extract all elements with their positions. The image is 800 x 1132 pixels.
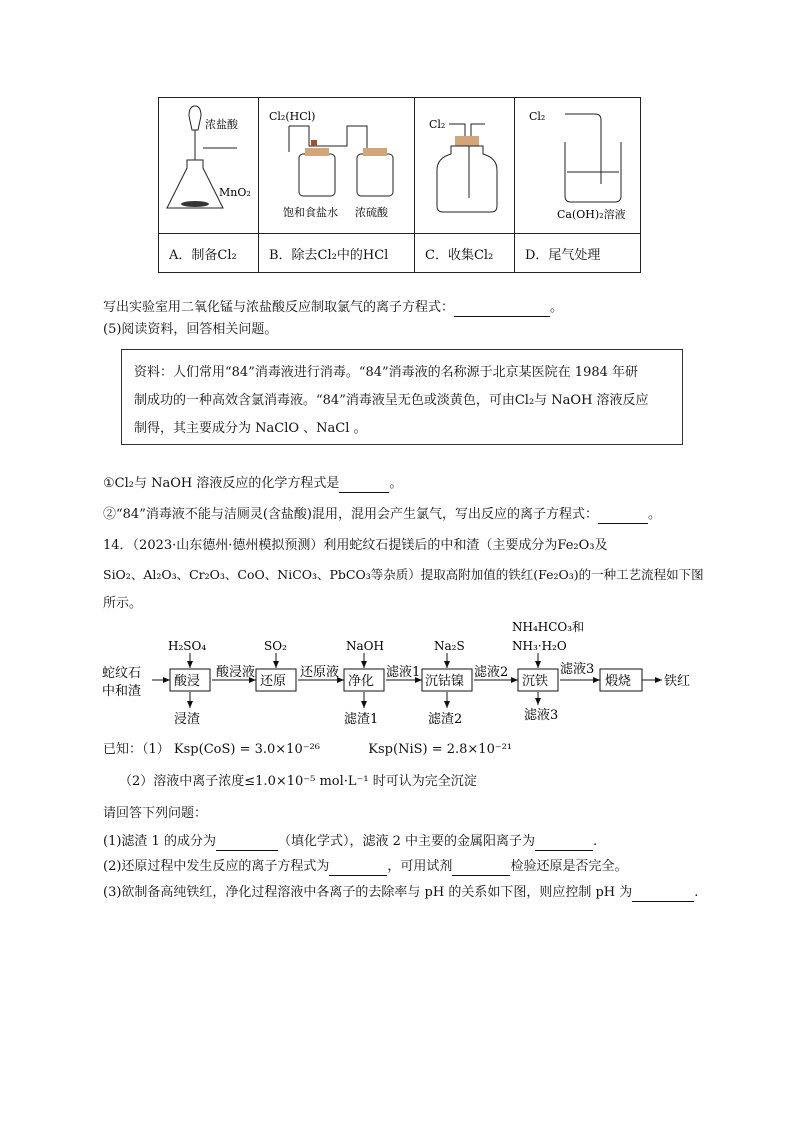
flow-box-calcine-label: 煅烧 (605, 674, 632, 689)
residue-3: 滤渣2 (428, 712, 463, 727)
flow-start-2: 中和渣 (102, 684, 142, 699)
apparatus-b-figure (259, 98, 415, 234)
question-5-2 (103, 506, 661, 524)
flow-box-reduce-label: 还原 (260, 674, 287, 689)
process-flow-diagram (100, 615, 700, 730)
sub-question-1-part-a: (1)滤渣 1 的成分为 (103, 834, 216, 849)
period: . (593, 834, 598, 849)
question-5-1 (103, 475, 402, 493)
sub-question-2-part-a: (2)还原过程中发生反应的离子方程式为 (103, 859, 330, 874)
residue-2: 滤渣1 (344, 712, 379, 727)
sub-question-1 (103, 833, 597, 851)
answer-blank[interactable] (632, 888, 694, 902)
material-line-1: 资料：人们常用“84”消毒液进行消毒。“84”消毒液的名称源于北京某医院在 1984 年研 (134, 365, 639, 380)
material-line-2: 制成功的一种高效含氯消毒液。“84”消毒液呈无色或淡黄色，可由Cl₂与 NaOH 溶液反应 (134, 393, 649, 408)
sub-question-2-part-c: 检验还原是否完全。 (510, 859, 628, 874)
period: . (694, 885, 699, 900)
period: 。 (647, 507, 661, 522)
known-prefix: 已知：（1） (103, 742, 170, 757)
answer-blank[interactable] (535, 837, 593, 851)
question-5: (5)阅读资料，回答相关问题。 (103, 322, 278, 337)
apparatus-d-figure (515, 98, 641, 234)
answer-blank[interactable] (598, 510, 648, 524)
sub-question-3 (103, 884, 698, 902)
flow-start-1: 蛇纹石 (102, 666, 142, 681)
apparatus-table (158, 97, 641, 273)
residue-1: 浸渣 (174, 712, 201, 727)
answer-blank[interactable] (329, 862, 387, 876)
flow-box-purify-label: 净化 (348, 674, 375, 689)
b-clamp-icon (311, 140, 317, 146)
caption-c: C．收集Cl₂ (415, 234, 515, 273)
question-ionic-equation (103, 299, 563, 317)
question-ionic-equation-text: 写出实验室用二氧化锰与浓盐酸反应制取氯气的离子方程式： (103, 300, 455, 315)
a-label-acid: 浓盐酸 (205, 118, 238, 131)
period: 。 (550, 300, 564, 315)
answer-blank[interactable] (454, 303, 550, 317)
sub-question-2-part-b: ，可用试剂 (387, 859, 453, 874)
caption-d: D．尾气处理 (515, 234, 641, 273)
apparatus-a-figure (159, 98, 259, 234)
liquid-4: 滤液2 (474, 665, 509, 680)
material-box (121, 349, 683, 445)
material-line-3: 制得，其主要成分为 NaClO 、NaCl 。 (134, 421, 367, 436)
residue-4: 滤液3 (524, 708, 559, 723)
reagent-h2so4: H₂SO₄ (168, 639, 207, 653)
b-label-brine: 饱和食盐水 (283, 206, 338, 219)
a-label-mno2: MnO₂ (219, 186, 251, 199)
reagent-na2s: Na₂S (434, 639, 465, 653)
sub-question-3-part-a: (3)欲制备高纯铁红，净化过程溶液中各离子的去除率与 pH 的关系如下图，则应控制 pH 为 (103, 885, 633, 900)
sub-question-1-part-b: （填化学式），滤液 2 中主要的金属阳离子为 (277, 834, 535, 849)
answer-blank[interactable] (339, 479, 389, 493)
known-line-2: （2）溶液中离子浓度≤1.0×10⁻⁵ mol·L⁻¹ 时可认为完全沉淀 (119, 774, 477, 789)
question-5-1-text: ①Cl₂与 NaOH 溶液反应的化学方程式是 (103, 476, 340, 491)
liquid-5: 滤液3 (560, 662, 595, 677)
sub-question-2 (103, 858, 627, 876)
flow-product: 铁红 (664, 674, 691, 689)
caption-b: B．除去Cl₂中的HCl (259, 234, 415, 273)
known-ksp-nis: Ksp(NiS) = 2.8×10⁻²¹ (368, 742, 513, 757)
c-label-gas: Cl₂ (429, 118, 446, 131)
reagent-naoh: NaOH (346, 639, 384, 653)
apparatus-c-figure (415, 98, 515, 234)
liquid-1: 酸浸液 (216, 665, 256, 680)
b-label-gas: Cl₂(HCl) (269, 110, 316, 123)
reagent-so2: SO₂ (264, 639, 287, 653)
known-line-1 (103, 741, 512, 759)
question-14-line-1: 14．（2023·山东德州·德州模拟预测）利用蛇纹石提镁后的中和渣（主要成分为Fe₂O₃及 (103, 538, 608, 553)
flow-box-iron-label: 沉铁 (522, 674, 549, 689)
answer-blank[interactable] (216, 837, 278, 851)
caption-a: A．制备Cl₂ (159, 234, 259, 273)
period: 。 (389, 476, 403, 491)
answer-blank[interactable] (452, 862, 510, 876)
liquid-2: 还原液 (300, 665, 340, 680)
reagent-nh4hco3: NH₄HCO₃和 (512, 620, 585, 634)
d-label-solution: Ca(OH)₂溶液 (557, 208, 626, 221)
known-ksp-cos: Ksp(CoS) = 3.0×10⁻²⁶ (173, 742, 321, 757)
question-14-line-3: 所示。 (103, 596, 143, 611)
reagent-nh3h2o: NH₃·H₂O (512, 639, 567, 653)
d-label-gas: Cl₂ (529, 110, 546, 123)
liquid-3: 滤液1 (386, 665, 421, 680)
flow-box-acid-label: 酸浸 (174, 674, 201, 689)
question-5-2-text: ②“84”消毒液不能与洁厕灵(含盐酸)混用，混用会产生氯气，写出反应的离子方程式： (103, 507, 598, 522)
b-label-h2so4: 浓硫酸 (355, 206, 388, 219)
answer-prompt: 请回答下列问题： (103, 806, 208, 821)
question-14-line-2: SiO₂、Al₂O₃、Cr₂O₃、CoO、NiCO₃、PbCO₃等杂质）提取高附加值的铁红(Fe₂O₃)的一种工艺流程如下图 (103, 567, 704, 582)
flow-box-coni-label: 沉钴镍 (425, 674, 465, 689)
